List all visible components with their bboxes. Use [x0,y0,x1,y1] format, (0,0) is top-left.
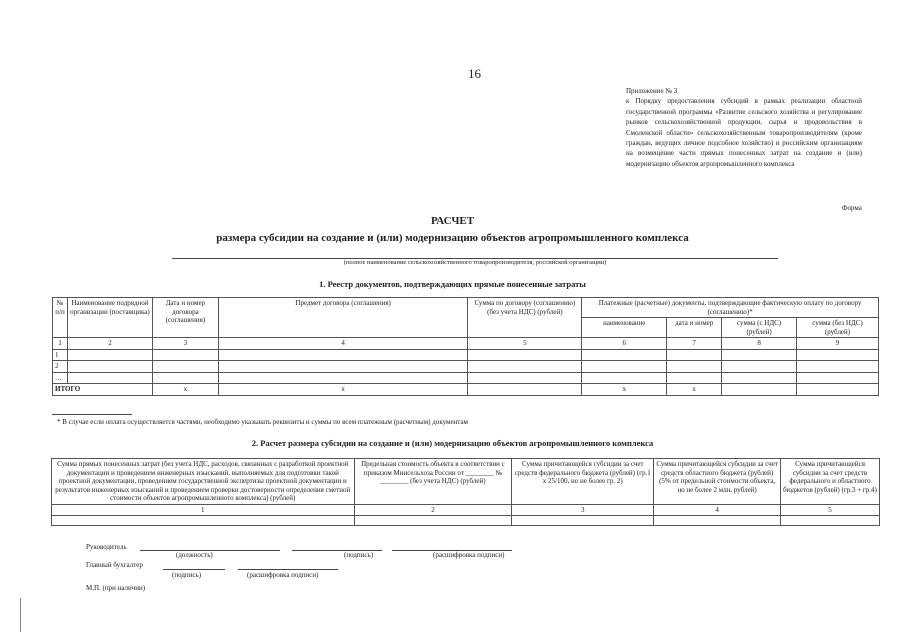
header-pay-date: дата и номер [667,318,722,338]
footnote-separator [52,414,132,415]
document-subtitle: размера субсидии на создание и (или) модернизацию объектов агропромышленного комплекса [216,232,689,244]
subsidy-calculation-table [51,458,880,526]
header-num: № п/п [53,298,68,338]
appendix-title: Приложение № 3 [626,87,678,95]
section1-heading: 1. Реестр документов, подтверждающих прямые понесенные затраты [319,279,586,289]
appendix-block [626,86,862,169]
col-number: 4 [654,504,781,516]
table-row [52,516,880,526]
table-row [53,372,879,384]
form-label: Форма [842,204,862,212]
header-direct-costs: Сумма прямых понесенных затрат (без учета НДС, расходов, связанных с разработкой проектной документации и проведением инженерных изысканий, выполняемых для подготовки такой проектной документации, проведением государственной экспертизы проектной документации и результатов инженерных изысканий и проведением проверки достоверности определения сметной стоимости объектов агропромышленного комплекса) (рублей) [52,459,355,505]
col-number: 1 [52,504,355,516]
document-title: РАСЧЕТ [430,215,475,227]
header-federal-subsidy: Сумма причитающейся субсидии за счет средств федерального бюджета (рублей) (гр.1 х 25/100, но не более гр. 2) [512,459,654,505]
table-header-row [52,459,880,505]
header-supplier: Наименование подрядной организации (поставщика) [67,298,152,338]
header-contract: Дата и номер договора (соглашения) [152,298,218,338]
col-number: 3 [512,504,654,516]
header-amount: Сумма по договору (соглашению) (без учета НДС) (рублей) [468,298,582,338]
column-numbers-row [52,504,880,516]
table-row [53,349,879,361]
section2-heading: 2. Расчет размера субсидии на создание и (или) модернизацию объектов агропромышленного комплекса [251,438,654,448]
column-numbers-row [53,338,879,350]
row-number: … [53,372,68,384]
table-row [53,361,879,373]
accountant-label: Главный бухгалтер [86,561,143,569]
col-number: 1 [53,338,68,350]
head-label: Руководитель [86,543,127,551]
decoding-caption: (расшифровка подписи) [433,551,505,559]
total-label: ИТОГО [53,384,153,396]
total-cell: х [582,384,667,396]
page-number: 16 [468,66,481,81]
header-regional-subsidy: Сумма причитающейся субсидии за счет средств областного бюджета (рублей) (5% от предельной стоимости объекта, но не более 2 млн. рублей) [654,459,781,505]
col-number: 8 [722,338,797,350]
header-pay-sum-novat: сумма (без НДС) (рублей) [797,318,879,338]
header-subject: Предмет договора (соглашения) [218,298,468,338]
col-number: 3 [152,338,218,350]
header-payments: Платежные (расчетные) документы, подтверждающие фактическую оплату по договору (соглашению)* [582,298,879,318]
col-number: 2 [67,338,152,350]
col-number: 7 [667,338,722,350]
header-pay-sum-vat: сумма (с НДС) (рублей) [722,318,797,338]
header-pay-name: наименование [582,318,667,338]
acc-decoding-caption: (расшифровка подписи) [247,571,319,579]
total-cell: х [218,384,468,396]
acc-signature-line [163,569,225,570]
scan-margin-mark [20,598,21,632]
col-number: 5 [468,338,582,350]
table-header-row [53,298,879,318]
row-number: 1 [53,349,68,361]
header-total-subsidy: Сумма причитающейся субсидии за счет средств федерального и областного бюджетов (рублей) (гр.3 + гр.4) [781,459,880,505]
col-number: 6 [582,338,667,350]
position-caption: (должность) [176,551,213,559]
col-number: 2 [354,504,512,516]
documents-register-table [52,297,879,396]
total-cell: х [152,384,218,396]
footnote: * В случае если оплата осуществляется частями, необходимо указывать реквизиты и суммы по всем платежным (расчетным) документам [57,418,468,426]
acc-decoding-line [238,569,338,570]
col-number: 5 [781,504,880,516]
total-row [53,384,879,396]
total-cell: х [667,384,722,396]
signature-caption: (подпись) [344,551,374,559]
row-number: 2 [53,361,68,373]
col-number: 4 [218,338,468,350]
acc-signature-caption: (подпись) [172,571,202,579]
stamp-label: М.П. (при наличии) [86,584,146,592]
org-name-caption: (полное наименование сельскохозяйственного товаропроизводителя, российской организации) [343,259,607,266]
appendix-text: к Порядку предоставления субсидий в рамках реализации областной государственной программы «Развитие сельского хозяйства и регулирование рынков сельскохозяйственной продукции, сырья и продовольствия в Смоленской области» сельскохозяйственным товаропроизводителям (кроме граждан, ведущих личное подсобное хозяйство) и российским организациям на возмещение части прямых понесенных затрат на создание и (или) модернизацию объектов агропромышленного комплекса [626,97,862,168]
col-number: 9 [797,338,879,350]
header-max-cost: Предельная стоимость объекта в соответствии с приказом Минсельхоза России от ________ № ________ (без учета НДС) (рублей) [354,459,512,505]
